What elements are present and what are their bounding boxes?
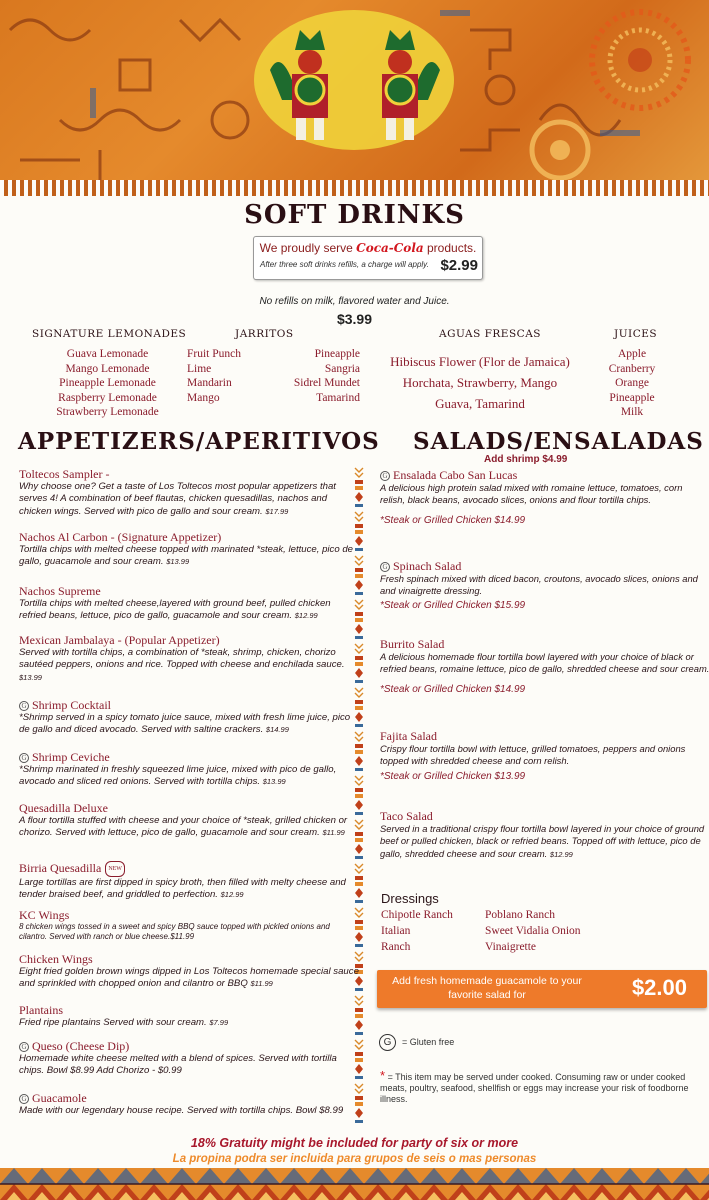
list-item: Cranberry (608, 362, 656, 375)
item-name: Fajita Salad (380, 729, 437, 743)
aguas-frescas-heading: AGUAS FRESCAS (439, 328, 541, 340)
serve-suffix: products. (427, 241, 477, 255)
gluten-free-icon: G (19, 1042, 29, 1052)
list-item: Sidrel Mundet (293, 377, 360, 389)
salads-title: SALADS/ENSALADAS (413, 428, 704, 455)
list-item: Milk (620, 406, 644, 418)
item-name (19, 861, 359, 877)
dressings-list-2 (485, 907, 581, 955)
dressings-list-1 (381, 907, 453, 955)
item-price: $12.99 (294, 611, 318, 621)
item-name-text: Shrimp Ceviche (32, 750, 110, 764)
list-item: Pineapple (314, 348, 360, 360)
item-name: Taco Salad (380, 809, 433, 823)
list-item: Raspberry Lemonade (58, 391, 157, 404)
menu-item-nachos-al-carbon (19, 530, 359, 569)
item-name-text: Shrimp Cocktail (32, 698, 111, 712)
menu-item-fajita-salad (380, 729, 709, 782)
item-name (19, 698, 359, 712)
gluten-free-icon: G (380, 471, 390, 481)
jarritos-heading: JARRITOS (235, 328, 294, 340)
coke-notice-box (253, 236, 483, 280)
banner-fringe (0, 180, 709, 196)
item-name: Chicken Wings (19, 952, 93, 966)
item-option: *Steak or Grilled Chicken $13.99 (380, 770, 526, 782)
list-item: Guava Lemonade (66, 348, 149, 360)
footer-pattern (0, 1168, 709, 1200)
item-desc (19, 712, 359, 737)
appetizers-title: APPETIZERS/APERITIVOS (18, 428, 380, 455)
jarritos-list-1 (187, 347, 241, 405)
guacamole-addon-text: Add fresh homemade guacamole to your favorite salad for (392, 975, 582, 1001)
item-desc (19, 815, 359, 840)
add-shrimp-note: Add shrimp $4.99 (484, 454, 568, 465)
menu-item-kc-wings (19, 908, 359, 942)
gluten-free-icon: G (379, 1034, 396, 1051)
list-item: Pineapple (609, 391, 655, 404)
item-desc (19, 647, 359, 684)
list-item: Fruit Punch (187, 348, 241, 360)
item-desc: Made with our legendary house recipe. Served with tortilla chips. Bowl $8.99 (19, 1105, 344, 1116)
list-item: Tamarind (316, 391, 360, 404)
item-name-text: Guacamole (32, 1091, 87, 1105)
item-desc (19, 598, 359, 623)
menu-item-taco-salad (380, 809, 709, 861)
item-price: $12.99 (549, 849, 573, 859)
list-item: Mandarin (187, 377, 232, 389)
list-item: Lime (187, 362, 212, 375)
refill-price: $2.99 (440, 257, 478, 274)
list-item: Strawberry Lemonade (56, 406, 159, 418)
no-refills-note: No refills on milk, flavored water and Juice. (259, 296, 450, 307)
item-desc-text: Served with tortilla chips, a combination of *steak, shrimp, chicken, chorizo sautéed peppers, onions and rice. Topped with cheese and enchilada sauce. (19, 647, 345, 671)
item-desc-text: Tortilla chips with melted cheese,layered with ground beef, pulled chicken refried beans, lettuce, pico de gallo, guacamole and sour cream. (19, 598, 331, 622)
juices-heading: JUICES (614, 328, 658, 340)
list-item: Pineapple Lemonade (59, 377, 156, 389)
list-item: Hibiscus Flower (Flor de Jamaica) (390, 354, 570, 369)
item-name: KC Wings (19, 908, 70, 922)
item-desc: Homemade white cheese melted with a blend of spices. Served with tortilla chips. Bowl $8.99 Add Chorizo - $0.99 (19, 1053, 337, 1077)
item-name (19, 1091, 359, 1105)
new-badge: NEW (105, 861, 125, 877)
item-name-text: Spinach Salad (393, 559, 462, 573)
item-name-text: Ensalada Cabo San Lucas (393, 468, 518, 482)
menu-item-shrimp-ceviche (19, 750, 359, 789)
item-price: $13.99 (19, 672, 42, 682)
aztec-pattern (0, 0, 709, 196)
menu-item-chicken-wings (19, 952, 359, 991)
coca-cola-logo: Coca-Cola (356, 241, 424, 255)
asterisk-icon: * (380, 1068, 386, 1083)
juices-list (597, 347, 667, 420)
soft-drink-price: $3.99 (336, 311, 373, 327)
guacamole-addon-banner (377, 970, 707, 1008)
item-desc (380, 823, 709, 861)
item-option: *Steak or Grilled Chicken $15.99 (380, 599, 526, 611)
item-price: $11.99 (322, 828, 345, 838)
item-desc-text: A flour tortilla stuffed with cheese and your choice of *steak, grilled chicken or chorizo. Served with lettuce, pico de gallo, guacamole and sour cream. (19, 815, 348, 839)
item-desc-text: *Shrimp served in a spicy tomato juice sauce, mixed with fresh lime juice, pico de gallo and diced avocado. Served with saltine crackers. (19, 712, 351, 736)
item-name (19, 1039, 359, 1053)
aguas-frescas-list (385, 351, 575, 414)
header-banner (0, 0, 709, 196)
item-name: Nachos Supreme (19, 584, 101, 598)
menu-item-queso (19, 1039, 359, 1078)
item-desc (19, 877, 359, 902)
menu-item-shrimp-cocktail (19, 698, 359, 737)
item-price: $11.99 (170, 932, 195, 941)
item-name (380, 468, 709, 482)
item-name (19, 750, 359, 764)
item-price: $13.99 (166, 557, 190, 567)
gratuity-note: 18% Gratuity might be included for party of six or more (190, 1136, 519, 1150)
list-item: Apple (617, 348, 647, 360)
list-item: Mango (187, 391, 220, 404)
menu-item-plantains (19, 1003, 359, 1029)
gratuity-note-spanish: La propina podra ser incluida para grupos de seis o mas personas (172, 1153, 537, 1165)
list-item: Orange (615, 377, 649, 389)
item-desc: A delicious homemade flour tortilla bowl layered with your choice of black or refried beans, romaine lettuce, pico de gallo, shredded cheese and sour cream. (380, 651, 709, 675)
dressings-title: Dressings (381, 891, 439, 906)
jarritos-list-2 (262, 347, 360, 405)
item-desc: Fresh spinach mixed with diced bacon, croutons, avocado slices, onions and and vinaigrette dressing. (380, 573, 698, 597)
gluten-free-icon: G (19, 753, 29, 763)
serve-prefix: We proudly serve (259, 241, 353, 255)
list-item: Mango Lemonade (65, 362, 150, 375)
list-item: Sangria (324, 362, 360, 375)
item-price: $11.99 (250, 979, 273, 989)
gluten-free-legend (379, 1034, 454, 1051)
item-desc (19, 544, 359, 569)
menu-item-mexican-jambalaya (19, 633, 359, 684)
item-desc-text: Large tortillas are first dipped in spicy broth, then filled with melty cheese and tender braised beef, and griddled to perfection. (19, 877, 346, 901)
menu-item-birria-quesadilla (19, 861, 359, 902)
menu-item-quesadilla-deluxe (19, 801, 359, 840)
item-price: $12.99 (220, 890, 244, 900)
menu-item-burrito-salad (380, 637, 709, 695)
item-desc-text: 8 chicken wings tossed in a sweet and spicy BBQ sauce topped with pickled onions and cilantro. Served with ranch or blue cheese. (19, 922, 330, 941)
refill-note: After three soft drinks refills, a charge will apply. (260, 260, 429, 269)
item-name: Toltecos Sampler - (19, 467, 110, 481)
item-desc-text: Tortilla chips with melted cheese topped with marinated *steak, lettuce, pico de gallo, guacamole and sour cream. (19, 544, 354, 568)
list-item: Chipotle Ranch (381, 909, 453, 921)
serve-line (254, 241, 482, 255)
gluten-free-icon: G (19, 701, 29, 711)
aztec-figures-icon (254, 10, 454, 150)
item-name: Burrito Salad (380, 637, 445, 651)
list-item: Sweet Vidalia Onion (485, 925, 581, 937)
gluten-free-icon: G (19, 1094, 29, 1104)
item-name: Mexican Jambalaya - (Popular Appetizer) (19, 633, 220, 647)
item-name: Nachos Al Carbon - (Signature Appetizer) (19, 530, 222, 544)
item-desc-text: Eight fried golden brown wings dipped in Los Toltecos homemade special sauce and sprinkled with chopped onion and cilantro or BBQ (19, 966, 359, 990)
item-name (380, 559, 709, 573)
item-price: $13.99 (262, 777, 286, 787)
item-desc: Crispy flour tortilla bowl with lettuce, grilled tomatoes, peppers and onions topped with shredded cheese and corn relish. (380, 743, 686, 767)
guacamole-addon-price: $2.00 (631, 975, 687, 1000)
list-item: Horchata, Strawberry, Mango (402, 375, 558, 390)
item-name: Plantains (19, 1003, 63, 1017)
lemonades-list (40, 347, 175, 420)
item-desc-text: Why choose one? Get a taste of Los Toltecos most popular appetizers that serves 4! A combination of beef flautas, chicken quesadillas, nachos and chicken wings. Served with pico de gallo and sour cream. (19, 481, 336, 517)
item-desc (19, 764, 359, 789)
list-item: Vinaigrette (485, 941, 537, 953)
list-item: Italian (381, 925, 411, 937)
list-item: Poblano Ranch (485, 909, 555, 921)
menu-item-cabo-san-lucas (380, 468, 709, 526)
gluten-free-icon: G (380, 562, 390, 572)
raw-notice-text: = This item may be served under cooked. Consuming raw or under cooked meats, poultry, seafood, shellfish or eggs may increase your risk of foodborne illness. (380, 1072, 689, 1104)
item-desc-text: *Shrimp marinated in freshly squeezed lime juice, mixed with pico de gallo, avocado and sliced red onions. Served with tortilla chips. (19, 764, 337, 788)
item-desc (19, 481, 359, 518)
item-option: *Steak or Grilled Chicken $14.99 (380, 683, 526, 695)
list-item: Ranch (381, 941, 411, 953)
raw-food-notice (380, 1070, 690, 1105)
item-price: $17.99 (265, 506, 289, 516)
list-item: Guava, Tamarind (435, 396, 525, 411)
item-desc-text: Fried ripe plantains Served with sour cream. (19, 1017, 207, 1028)
gluten-free-text: = Gluten free (402, 1036, 455, 1047)
item-name-text: Queso (Cheese Dip) (32, 1039, 130, 1053)
menu-item-nachos-supreme (19, 584, 359, 623)
lemonades-heading: SIGNATURE LEMONADES (32, 328, 187, 340)
item-desc-text: Served in a traditional crispy flour tortilla bowl layered in your choice of ground beef or pulled chicken, black or refried beans. Topped off with lettuce, pico de gallo, shredded cheese and sour cream. (380, 823, 705, 859)
item-desc: A delicious high protein salad mixed with romaine lettuce, tomatoes, corn relish, black beans, avocado slices, onions and flour tortilla chips. (380, 482, 683, 506)
item-name: Quesadilla Deluxe (19, 801, 108, 815)
item-price: $14.99 (265, 725, 289, 735)
item-price: $7.99 (209, 1018, 229, 1027)
menu-item-guacamole (19, 1091, 359, 1117)
item-desc (19, 966, 359, 991)
item-option: *Steak or Grilled Chicken $14.99 (380, 514, 526, 526)
menu-item-spinach-salad (380, 559, 709, 611)
menu-item-toltecos-sampler (19, 467, 359, 518)
item-desc (19, 1017, 359, 1029)
item-name-text: Birria Quesadilla (19, 861, 102, 875)
item-desc (19, 922, 359, 942)
soft-drinks-title: SOFT DRINKS (244, 200, 465, 230)
